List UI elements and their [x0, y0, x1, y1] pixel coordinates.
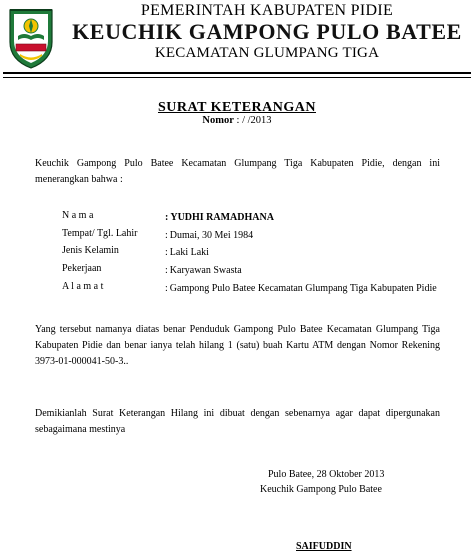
place-date: Pulo Batee, 28 Oktober 2013	[268, 469, 385, 480]
field-value-pekerjaan: : Karyawan Swasta	[165, 265, 242, 276]
letterhead-government-line: PEMERINTAH KABUPATEN PIDIE	[140, 2, 394, 19]
field-label-pekerjaan: Pekerjaan	[62, 263, 102, 274]
field-value-nama: : YUDHI RAMADHANA	[165, 212, 274, 223]
document-number-value: : / /2013	[236, 115, 272, 126]
signer-name: SAIFUDDIN	[296, 541, 352, 552]
field-label-ttl: Tempat/ Tgl. Lahir	[62, 228, 138, 239]
letterhead-thin-rule	[3, 77, 471, 78]
field-value-jenis-kelamin: : Laki Laki	[165, 247, 209, 258]
intro-paragraph: Keuchik Gampong Pulo Batee Kecamatan Glumpang Tiga Kabupaten Pidie, dengan ini menerangkan bahwa :	[35, 158, 440, 185]
letterhead-thick-rule	[3, 72, 471, 74]
document-title: SURAT KETERANGAN	[157, 100, 316, 115]
signer-position: Keuchik Gampong Pulo Batee	[260, 484, 382, 495]
document-number-label: Nomor	[202, 115, 234, 126]
letterhead-village-line: KEUCHIK GAMPONG PULO BATEE	[72, 19, 462, 44]
statement-paragraph: Yang tersebut namanya diatas benar Penduduk Gampong Pulo Batee Kecamatan Glumpang Tiga Kabupaten Pidie dan benar ianya telah hilang 1 (satu) buah Kartu ATM dengan Nomor Rekening 3973-01-000041-50-3..	[35, 324, 440, 367]
field-value-ttl: : Dumai, 30 Mei 1984	[165, 230, 254, 241]
closing-paragraph: Demikianlah Surat Keterangan Hilang ini dibuat dengan sebenarnya agar dapat dipergunakan sebagaimana mestinya	[35, 408, 440, 435]
document-number	[0, 115, 474, 126]
field-label-alamat: A l a m a t	[62, 281, 104, 292]
kabupaten-pidie-logo	[6, 4, 56, 70]
field-label-nama: N a m a	[62, 210, 94, 221]
letterhead-district-line: KECAMATAN GLUMPANG TIGA	[154, 45, 380, 61]
field-label-jenis-kelamin: Jenis Kelamin	[62, 245, 119, 256]
field-value-alamat: : Gampong Pulo Batee Kecamatan Glumpang Tiga Kabupaten Pidie	[165, 283, 437, 294]
